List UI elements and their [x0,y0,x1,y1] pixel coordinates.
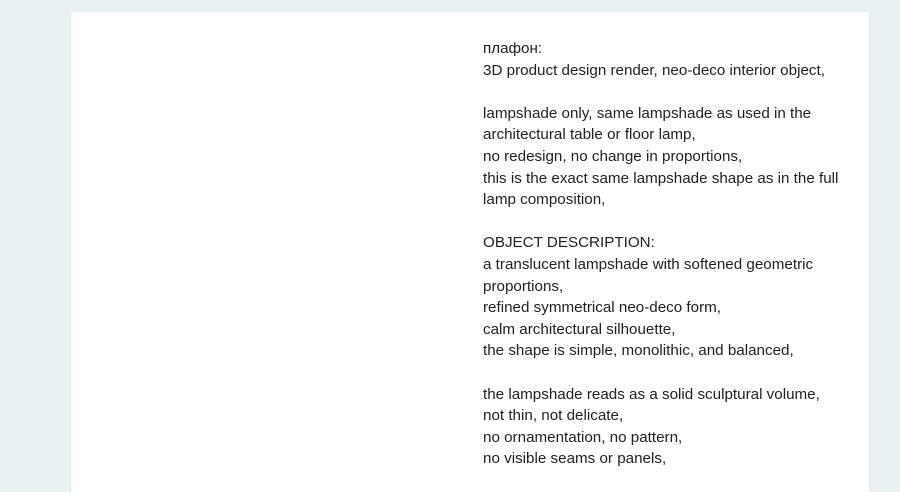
image-area [71,12,461,492]
prompt-line: lamp composition, [483,191,606,209]
prompt-line: architectural table or floor lamp, [483,126,696,144]
prompt-line: this is the exact same lampshade shape as in the full [483,169,839,187]
prompt-line: lampshade only, same lampshade as used in the [483,104,812,122]
prompt-line: плафон: [483,40,543,57]
prompt-line: a translucent lampshade with softened geometric [483,255,814,273]
prompt-line: not thin, not delicate, [483,407,624,425]
prompt-line: the shape is simple, monolithic, and balanced, [483,342,794,360]
blank-line [483,81,853,103]
prompt-line: no visible seams or panels, [483,450,667,468]
prompt-line: no ornamentation, no pattern, [483,428,683,446]
prompt-line: no redesign, no change in proportions, [483,147,743,165]
prompt-text [483,38,853,470]
prompt-line: OBJECT DESCRIPTION: [483,234,655,252]
content-card [71,12,869,492]
prompt-line: 3D product design render, neo-deco interior object, [483,61,825,79]
prompt-line: the lampshade reads as a solid sculptural volume, [483,385,820,403]
prompt-line: calm architectural silhouette, [483,320,676,338]
blank-line [483,211,853,233]
prompt-line: proportions, [483,277,564,295]
prompt-line: refined symmetrical neo-deco form, [483,299,722,317]
blank-line [483,362,853,384]
